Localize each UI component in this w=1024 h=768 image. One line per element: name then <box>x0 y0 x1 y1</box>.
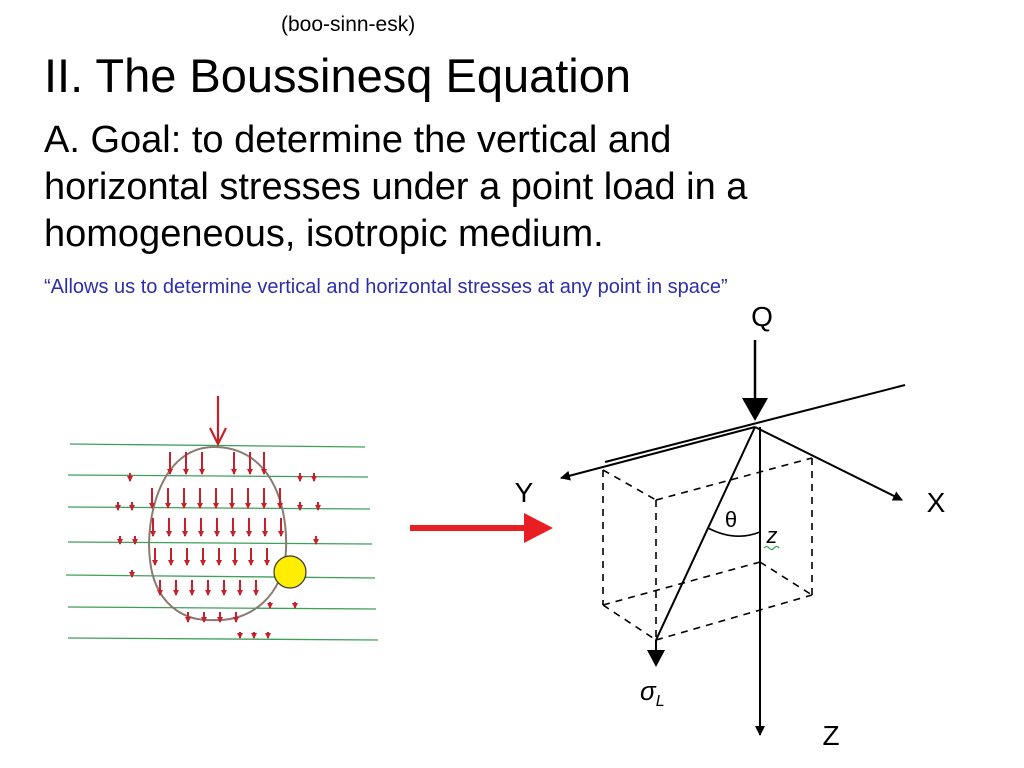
angle-label: θ <box>724 507 738 532</box>
diagram-labels <box>515 301 946 751</box>
goal-line-2: horizontal stresses under a point load in a <box>44 166 748 208</box>
stress-symbol <box>640 676 665 710</box>
quote-caption: “Allows us to determine vertical and horizontal stresses at any point in space” <box>44 276 728 298</box>
slide-title: II. The Boussinesq Equation <box>44 49 632 102</box>
stress-symbol-sigma: σ <box>640 676 656 706</box>
point-load-arrow <box>210 396 226 444</box>
axis-z-label: Z <box>822 720 840 751</box>
coordinate-diagram <box>561 340 905 735</box>
goal-line-1: A. Goal: to determine the vertical and <box>44 119 672 161</box>
pronunciation-note: (boo-sinn-esk) <box>281 13 416 36</box>
marker-point <box>274 556 306 588</box>
load-label: Q <box>751 301 773 332</box>
stress-bulb-sketch <box>66 396 378 640</box>
axis-x-label: X <box>926 487 946 518</box>
soil-layer-lines <box>66 444 378 640</box>
stress-symbol-subscript: L <box>655 693 665 710</box>
stress-arrow-field <box>118 452 318 638</box>
axis-y-label: Y <box>514 477 534 508</box>
transition-arrow <box>410 513 553 543</box>
depth-label: z <box>766 523 778 548</box>
goal-line-3: homogeneous, isotropic medium. <box>44 213 604 255</box>
